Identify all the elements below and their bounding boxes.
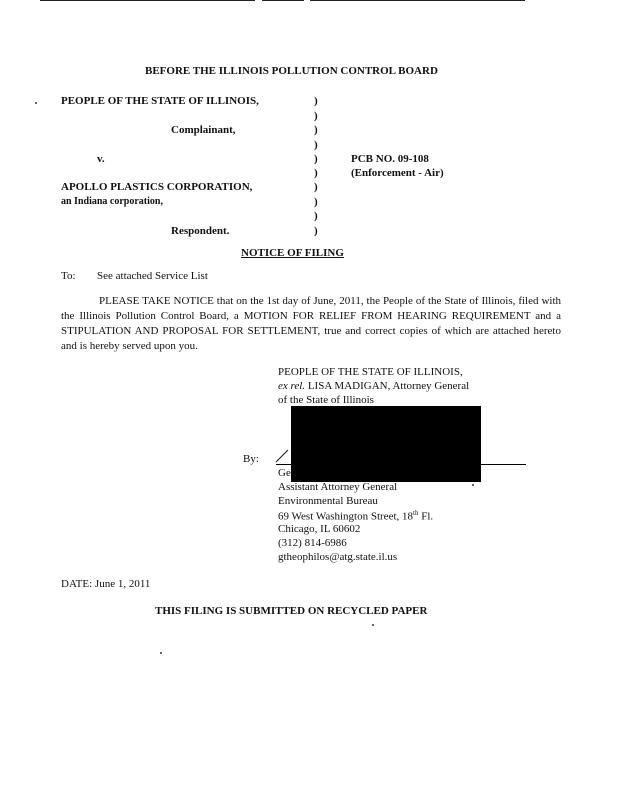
notice-title: NOTICE OF FILING [241, 247, 344, 259]
caption-bracket: ) [314, 225, 318, 237]
scan-speck [372, 624, 374, 626]
signer-email: gtheophilos@atg.state.il.us [278, 551, 398, 563]
recycled-paper-notice: THIS FILING IS SUBMITTED ON RECYCLED PAPER [155, 605, 428, 617]
caption-bracket: ) [314, 110, 318, 122]
signer-title: Assistant Attorney General [278, 481, 398, 493]
attorney-general-name: LISA MADIGAN, Attorney General [307, 380, 470, 392]
plaintiff-role: Complainant, [171, 124, 236, 136]
defendant-name: APOLLO PLASTICS CORPORATION, [61, 181, 253, 193]
scan-edge-line [262, 0, 304, 1]
scan-speck [472, 484, 474, 486]
by-label: By: [243, 453, 259, 465]
signer-city: Chicago, IL 60602 [278, 523, 361, 535]
caption-bracket: ) [314, 139, 318, 151]
scan-edge-line [310, 0, 525, 1]
case-type: (Enforcement - Air) [351, 167, 444, 179]
ex-rel-italic: ex rel. [278, 380, 306, 392]
signer-name-fragment: Ge [278, 467, 291, 479]
scan-speck [160, 652, 162, 654]
to-label: To: [61, 270, 76, 282]
signature-ex-rel [278, 380, 469, 392]
caption-bracket: ) [314, 181, 318, 193]
caption-bracket: ) [314, 153, 318, 165]
scan-speck [35, 102, 37, 104]
signature-state: of the State of Illinois [278, 394, 374, 406]
signer-bureau: Environmental Bureau [278, 495, 378, 507]
caption-bracket: ) [314, 210, 318, 222]
to-value: See attached Service List [97, 270, 208, 282]
defendant-role: Respondent. [171, 225, 230, 237]
caption-bracket: ) [314, 124, 318, 136]
redaction-box [291, 406, 481, 482]
address-ordinal: th [413, 509, 419, 517]
signer-phone: (312) 814-6986 [278, 537, 347, 549]
address-street: 69 West Washington Street, 18 [278, 510, 414, 523]
signer-address [278, 509, 433, 523]
plaintiff-name: PEOPLE OF THE STATE OF ILLINOIS, [61, 95, 259, 107]
caption-bracket: ) [314, 95, 318, 107]
versus-label: v. [97, 153, 105, 165]
signature-stroke [274, 448, 290, 464]
case-number: PCB NO. 09-108 [351, 153, 429, 165]
signature-party: PEOPLE OF THE STATE OF ILLINOIS, [278, 366, 463, 378]
caption-bracket: ) [314, 196, 318, 208]
defendant-description: an Indiana corporation, [61, 196, 163, 207]
notice-body-paragraph: PLEASE TAKE NOTICE that on the 1st day of June, 2011, the People of the State of Illinois, filed with the Illinois Pollution Control Board, a MOTION FOR RELIEF FROM HEARING REQUIREMENT and a STIPULATION AND PROPOSAL FOR SETTLEMENT, true and correct copies of which are attached hereto and is hereby served upon you. [61, 295, 561, 352]
board-heading: BEFORE THE ILLINOIS POLLUTION CONTROL BOARD [145, 65, 438, 77]
address-floor: Fl. [418, 510, 434, 523]
scan-edge-line [40, 0, 255, 1]
caption-bracket: ) [314, 167, 318, 179]
date-line: DATE: June 1, 2011 [61, 578, 151, 590]
